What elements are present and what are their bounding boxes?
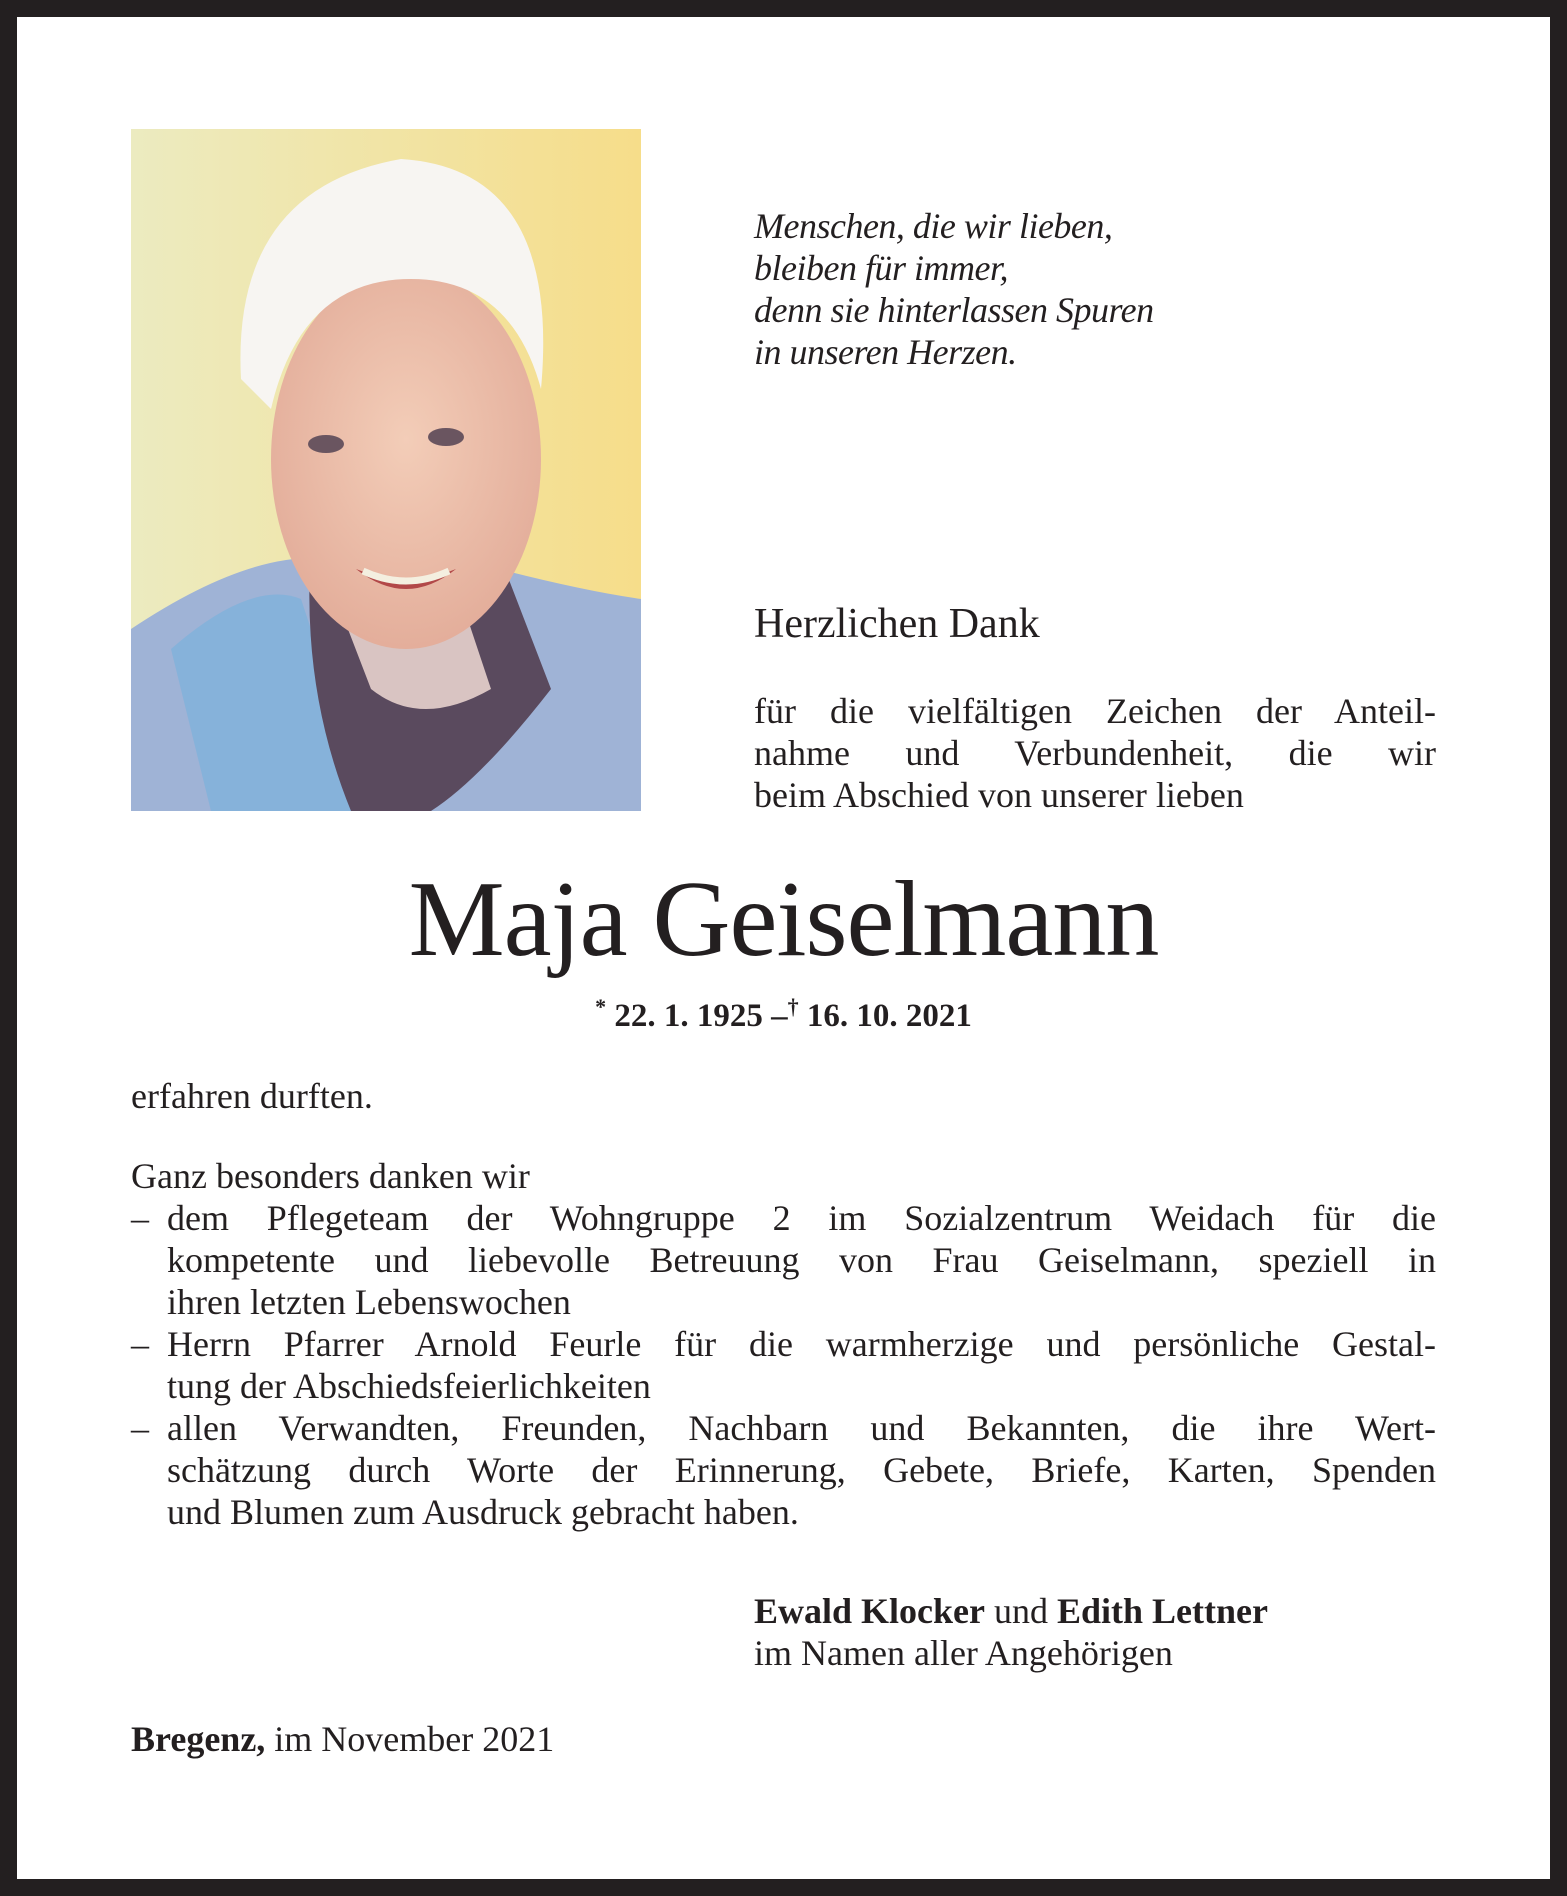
body-text: [131, 1075, 1436, 1533]
item-line: und Blumen zum Ausdruck gebracht haben.: [167, 1492, 799, 1532]
closing-line: erfahren durften.: [131, 1076, 373, 1116]
intro-line: für die vielfältigen Zeichen der Anteil-: [754, 691, 1436, 731]
list-item: [131, 1407, 1436, 1533]
deceased-name: Maja Geiselmann: [408, 860, 1159, 979]
item-line: tung der Abschiedsfeierlichkeiten: [167, 1366, 651, 1406]
item-line: kompetente und liebevolle Betreuung von Frau Geiselmann, speziell in: [167, 1240, 1436, 1280]
signer-2: Edith Lettner: [1057, 1591, 1268, 1631]
death-symbol: †: [787, 994, 799, 1019]
item-line: Herrn Pfarrer Arnold Feurle für die warmherzige und persönliche Gestal-: [167, 1324, 1436, 1364]
item-line: dem Pflegeteam der Wohngruppe 2 im Sozialzentrum Weidach für die: [167, 1198, 1436, 1238]
list-item: [131, 1197, 1436, 1323]
quote-line: Menschen, die wir lieben,: [754, 206, 1113, 246]
item-line: ihren letzten Lebenswochen: [167, 1282, 571, 1322]
item-line: allen Verwandten, Freunden, Nachbarn und Bekannten, die ihre Wert-: [167, 1408, 1436, 1448]
heading: Herzlichen Dank: [754, 601, 1040, 647]
signature-line2: im Namen aller Angehörigen: [754, 1633, 1173, 1673]
thanks-list: [131, 1197, 1436, 1533]
item-line: schätzung durch Worte der Erinnerung, Gebete, Briefe, Karten, Spenden: [167, 1450, 1436, 1490]
intro-text: [754, 690, 1436, 816]
date: im November 2021: [274, 1719, 555, 1759]
memorial-quote: [754, 205, 1154, 373]
signature-and: und: [994, 1591, 1048, 1631]
dash: –: [131, 1198, 149, 1238]
special-thanks: Ganz besonders danken wir: [131, 1156, 530, 1196]
birth-symbol: *: [595, 994, 607, 1019]
list-item: [131, 1323, 1436, 1407]
date-separator: –: [771, 998, 788, 1034]
quote-line: denn sie hinterlassen Spuren: [754, 290, 1154, 330]
life-dates: [0, 994, 1567, 1035]
portrait-photo: [131, 129, 641, 811]
place-date: [131, 1718, 554, 1760]
dash: –: [131, 1324, 149, 1364]
city: Bregenz,: [131, 1719, 266, 1759]
birth-date: 22. 1. 1925: [614, 998, 763, 1034]
quote-line: in unseren Herzen.: [754, 332, 1017, 372]
signer-1: Ewald Klocker: [754, 1591, 985, 1631]
quote-line: bleiben für immer,: [754, 248, 1008, 288]
death-date: 16. 10. 2021: [806, 998, 972, 1034]
intro-line: beim Abschied von unserer lieben: [754, 775, 1244, 815]
intro-line: nahme und Verbundenheit, die wir: [754, 733, 1436, 773]
signature: [754, 1590, 1268, 1674]
dash: –: [131, 1408, 149, 1448]
